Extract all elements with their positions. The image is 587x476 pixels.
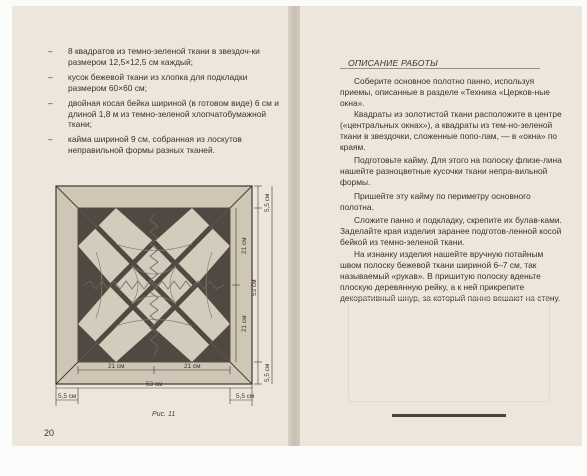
list-item-text: кусок бежевой ткани из хлопка для подкладки размером 60×60 см; xyxy=(68,71,248,93)
list-item xyxy=(48,72,286,94)
page-number-left: 20 xyxy=(44,428,55,438)
dim-side-top-margin: 5,5 см xyxy=(264,193,271,212)
list-item-text: кайма шириной 9 см, собранная из лоскутов неправильной формы разных тканей. xyxy=(68,134,242,156)
list-dash: – xyxy=(48,97,53,108)
list-dash: – xyxy=(48,46,53,56)
dim-side-upper: 21 см xyxy=(241,237,248,254)
paragraph: Соберите основное полотно панно, используя приемы, описанные в разделе «Техника «Церков-ные окна». xyxy=(340,76,550,108)
dim-bottom-margin-right: 5,5 см xyxy=(236,393,255,400)
left-page xyxy=(12,6,290,446)
paragraph: Подготовьте кайму. Для этого на полоску флизе-лина нашейте разноцветные кусочки ткани непра-вильной формы. xyxy=(340,155,562,187)
list-item-text: 8 квадратов из темно-зеленой ткани в звездоч-ки размером 12,5×12,5 см каждый; xyxy=(68,46,260,67)
list-item xyxy=(48,46,286,68)
paragraph: На изнанку изделия нашейте вручную потайным швом полоску бежевой ткани шириной 6–7 см, так называемый «рукав». В пришитую полоску вденьте плоскую деревянную рейку, а к ней прикрепите декоративный шнур, за который панно вешают на стену. xyxy=(340,249,561,303)
dim-bottom-total: 53 см xyxy=(146,381,163,388)
paragraph: Квадраты из золотистой ткани расположите в центре («центральных окнах»), а квадраты из тем-но-зеленой ткани в звездочки, сложенные попо-лам, — в «окна» по краям. xyxy=(340,109,562,152)
show-through-frame xyxy=(348,298,550,402)
list-dash: – xyxy=(48,71,53,82)
dim-bottom-right: 21 см xyxy=(184,363,201,370)
section-heading: ОПИСАНИЕ РАБОТЫ xyxy=(348,58,438,68)
dim-bottom-margin-left: 5,5 см xyxy=(58,393,77,400)
panel-diagram xyxy=(26,182,284,418)
heading-rule xyxy=(340,68,540,69)
dim-bottom-left: 21 см xyxy=(108,363,125,370)
right-page xyxy=(300,6,582,446)
figure-caption: Рис. 11 xyxy=(152,411,176,418)
dim-side-bottom-margin: 5,5 см xyxy=(264,363,271,382)
list-item-text: двойная косая бейка шириной (в готовом виде) 6 см и длиной 1,8 м из темно-зеленой хлопчатобумажной ткани; xyxy=(68,97,279,130)
list-item xyxy=(48,98,286,131)
window-frames xyxy=(97,227,211,343)
paragraph: Пришейте эту кайму по периметру основного полотна. xyxy=(340,191,531,212)
dim-side-total: 53 см xyxy=(251,279,258,296)
materials-list xyxy=(48,46,286,160)
dim-side-lower: 21 см xyxy=(241,315,248,332)
list-item xyxy=(48,134,286,156)
list-dash: – xyxy=(48,134,53,145)
paragraph: Сложите панно и подкладку, скрепите их булав-ками. Заделайте края изделия заранее подготов-ленной косой бейкой из темно-зеленой ткани. xyxy=(340,215,562,247)
bottom-rule xyxy=(392,414,506,417)
